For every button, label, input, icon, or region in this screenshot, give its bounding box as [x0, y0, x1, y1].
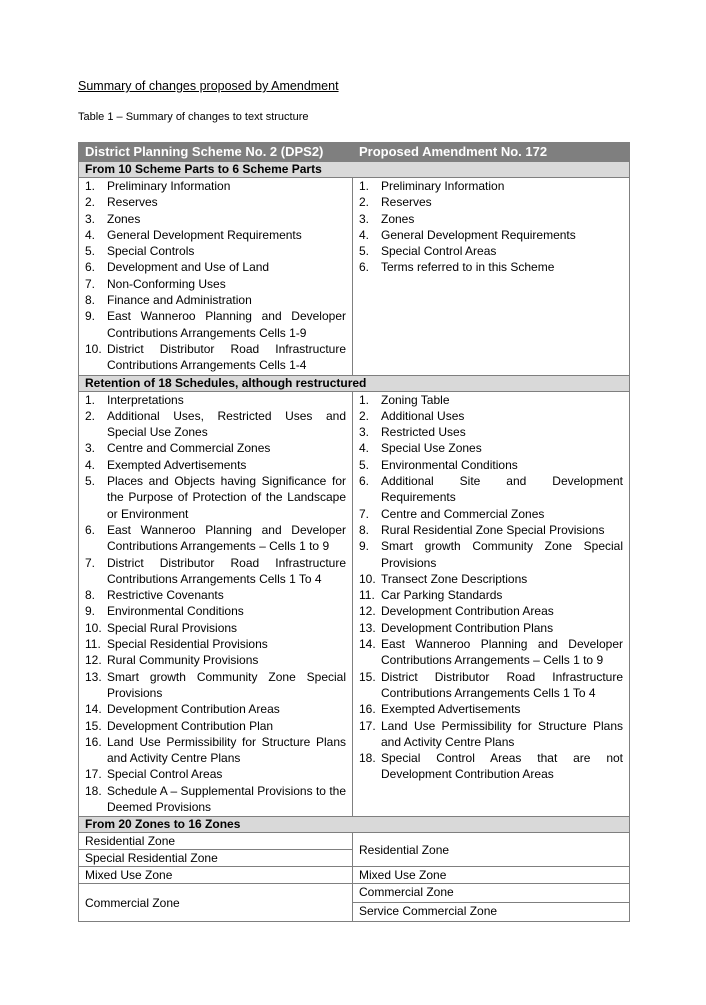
- table-row: [79, 391, 630, 817]
- list-item-number: 6.: [359, 260, 370, 275]
- section-row: [79, 817, 630, 833]
- list-item-text: Preliminary Information: [381, 179, 505, 193]
- list-item: [85, 587, 346, 603]
- list-item-text: District Distributor Road Infrastructure Contributions Arrangements Cells 1-4: [107, 341, 346, 373]
- list-item-text: Places and Objects having Significance for the Purpose of Protection of the Landscape or Environment: [107, 474, 346, 521]
- list-item: [85, 473, 346, 522]
- cell-left: [79, 178, 353, 376]
- list-item: [359, 506, 623, 522]
- list-item-number: 10.: [85, 620, 102, 635]
- list-item: [359, 571, 623, 587]
- list-item-number: 7.: [85, 276, 96, 291]
- list-item: [85, 522, 346, 555]
- list-item-number: 8.: [359, 522, 370, 537]
- list-item: [85, 408, 346, 441]
- list-item-number: 3.: [85, 211, 96, 226]
- list-item: [85, 701, 346, 717]
- list-item-number: 18.: [359, 751, 376, 766]
- list-item: [85, 259, 346, 275]
- cell-left: [79, 391, 353, 817]
- list-item-text: Additional Site and Development Requirements: [381, 474, 623, 505]
- list-item-number: 1.: [359, 392, 370, 407]
- table-row: [79, 178, 630, 376]
- list-item: [85, 603, 346, 619]
- list-item-text: Smart growth Community Zone Special Provisions: [381, 539, 623, 570]
- list-item: [359, 194, 623, 210]
- list-item-text: Land Use Permissibility for Structure Plans and Activity Centre Plans: [381, 718, 623, 749]
- list-item-text: Special Use Zones: [381, 441, 482, 456]
- list-item-number: 13.: [85, 669, 102, 684]
- list-item: [85, 652, 346, 668]
- list-item: [359, 718, 623, 751]
- list-item-number: 11.: [85, 637, 101, 652]
- list-item-text: Additional Uses: [381, 408, 465, 423]
- list-item-text: Restrictive Covenants: [107, 588, 224, 603]
- list-item-number: 16.: [359, 702, 376, 717]
- list-item: [85, 194, 346, 210]
- list-item-number: 5.: [85, 244, 96, 259]
- list-item-number: 4.: [85, 457, 96, 472]
- list-item-number: 14.: [85, 702, 102, 717]
- list-item: [359, 750, 623, 783]
- list-item-text: Zones: [381, 211, 415, 226]
- list-item: [85, 457, 346, 473]
- list-item: [359, 440, 623, 456]
- list-item-text: Restricted Uses: [381, 425, 466, 440]
- list-item: [85, 211, 346, 227]
- list-item: [85, 734, 346, 767]
- list-item: [359, 259, 623, 275]
- list-item: [85, 718, 346, 734]
- list-item: [359, 538, 623, 571]
- list-item-text: Terms referred to in this Scheme: [381, 260, 555, 275]
- list-item-text: Development Contribution Plans: [381, 620, 554, 635]
- list-item-number: 1.: [359, 179, 370, 193]
- list-item: [359, 701, 623, 717]
- page-heading: Summary of changes proposed by Amendment: [78, 79, 339, 93]
- list-item-text: District Distributor Road Infrastructure Contributions Arrangements Cells 1 To 4: [381, 669, 623, 700]
- list-item-number: 3.: [359, 211, 370, 226]
- list-item: [85, 669, 346, 702]
- list: [359, 392, 623, 784]
- list-item-text: Development Contribution Areas: [381, 604, 554, 619]
- list-item-number: 12.: [359, 604, 376, 619]
- list-item-number: 8.: [85, 293, 96, 308]
- list-item-text: Transect Zone Descriptions: [381, 571, 528, 586]
- list-item-text: Smart growth Community Zone Special Provisions: [107, 669, 346, 700]
- list-item-number: 5.: [359, 244, 370, 259]
- table-row: [79, 833, 630, 850]
- changes-table: [78, 142, 630, 922]
- list: [85, 392, 346, 817]
- list-item: [85, 178, 346, 194]
- list-item-text: Special Controls: [107, 244, 195, 259]
- list-item-text: Special Control Areas: [107, 767, 223, 782]
- table-header-row: [79, 143, 630, 162]
- list-item-number: 4.: [85, 227, 96, 242]
- list-item-number: 12.: [85, 653, 102, 668]
- list-item-text: Exempted Advertisements: [107, 457, 247, 472]
- cell-service-commercial-zone: Service Commercial Zone: [353, 903, 630, 922]
- list-item-text: General Development Requirements: [107, 227, 302, 242]
- list-item-number: 17.: [85, 767, 102, 782]
- list-item-number: 2.: [359, 195, 370, 210]
- list-item-number: 7.: [359, 506, 370, 521]
- list-item: [85, 783, 346, 816]
- list-item-text: Special Residential Provisions: [107, 637, 268, 652]
- list: [359, 178, 623, 277]
- list-item-text: Centre and Commercial Zones: [381, 506, 545, 521]
- list-item-number: 14.: [359, 637, 376, 652]
- list-item: [85, 276, 346, 292]
- list-item: [359, 522, 623, 538]
- list-item: [359, 669, 623, 702]
- list-item-number: 1.: [85, 179, 96, 193]
- list-item-text: Environmental Conditions: [107, 604, 244, 619]
- list-item: [85, 392, 346, 408]
- list-item: [85, 341, 346, 374]
- list-item-text: Preliminary Information: [107, 179, 231, 193]
- list-item-text: Car Parking Standards: [381, 588, 503, 603]
- list-item-number: 2.: [85, 408, 96, 423]
- list-item-number: 9.: [85, 604, 96, 619]
- list-item-text: Centre and Commercial Zones: [107, 441, 271, 456]
- section-row: [79, 375, 630, 391]
- table-row: [79, 867, 630, 884]
- list-item-number: 18.: [85, 783, 102, 798]
- list-item-number: 3.: [359, 425, 370, 440]
- list-item: [85, 243, 346, 259]
- table-caption: Table 1 – Summary of changes to text structure: [78, 111, 309, 123]
- list-item: [359, 587, 623, 603]
- list-item-text: General Development Requirements: [381, 227, 576, 242]
- cell-mixed-use-zone-new: Mixed Use Zone: [353, 867, 630, 884]
- list-item: [359, 243, 623, 259]
- list-item-number: 13.: [359, 620, 376, 635]
- list-item-text: Special Rural Provisions: [107, 620, 238, 635]
- list-item-number: 10.: [359, 571, 376, 586]
- list-item-number: 4.: [359, 227, 370, 242]
- cell-special-residential-zone: Special Residential Zone: [79, 850, 353, 867]
- list-item-text: Exempted Advertisements: [381, 702, 521, 717]
- list-item: [359, 227, 623, 243]
- list-item-text: East Wanneroo Planning and Developer Contributions Arrangements – Cells 1 to 9: [381, 637, 623, 668]
- list-item: [85, 620, 346, 636]
- list-item: [359, 408, 623, 424]
- list-item-number: 6.: [359, 474, 370, 489]
- list-item-number: 15.: [359, 669, 376, 684]
- list-item-text: Development and Use of Land: [107, 260, 270, 275]
- list-item: [85, 440, 346, 456]
- list-item: [359, 178, 623, 194]
- section-title-schedules: Retention of 18 Schedules, although restructured: [79, 375, 630, 391]
- list-item: [85, 308, 346, 341]
- list-item: [85, 636, 346, 652]
- list-item-number: 16.: [85, 734, 102, 749]
- list-item: [85, 227, 346, 243]
- list-item-number: 3.: [85, 441, 96, 456]
- list-item-number: 10.: [85, 341, 102, 356]
- list-item-number: 6.: [85, 522, 96, 537]
- list-item-number: 4.: [359, 441, 370, 456]
- list-item-text: East Wanneroo Planning and Developer Contributions Arrangements Cells 1-9: [107, 309, 346, 340]
- list-item-text: Additional Uses, Restricted Uses and Special Use Zones: [107, 408, 346, 440]
- list-item-number: 8.: [85, 588, 96, 603]
- cell-residential-zone: Residential Zone: [79, 833, 353, 850]
- list-item: [359, 603, 623, 619]
- cell-mixed-use-zone: Mixed Use Zone: [79, 867, 353, 884]
- cell-residential-zone-new: Residential Zone: [353, 833, 630, 867]
- list-item-number: 9.: [359, 539, 370, 554]
- list-item: [85, 766, 346, 782]
- list-item: [359, 457, 623, 473]
- cell-commercial-zone: Commercial Zone: [79, 884, 353, 922]
- list-item-text: Rural Residential Zone Special Provisions: [381, 522, 605, 537]
- list-item-text: Reserves: [107, 195, 158, 210]
- cell-commercial-zone-new: Commercial Zone: [353, 884, 630, 903]
- list-item-text: Land Use Permissibility for Structure Plans and Activity Centre Plans: [107, 734, 346, 766]
- list-item-number: 2.: [359, 408, 370, 423]
- list-item-number: 17.: [359, 718, 376, 733]
- list-item-number: 11.: [359, 588, 375, 603]
- list-item-number: 1.: [85, 392, 96, 407]
- cell-right: [353, 178, 630, 376]
- header-amendment: Proposed Amendment No. 172: [353, 143, 630, 162]
- cell-right: [353, 391, 630, 817]
- list-item-number: 15.: [85, 718, 102, 733]
- section-row: [79, 162, 630, 178]
- list-item-text: East Wanneroo Planning and Developer Contributions Arrangements – Cells 1 to 9: [107, 522, 346, 554]
- list-item-number: 5.: [359, 457, 370, 472]
- list-item-text: Zones: [107, 211, 141, 226]
- list-item: [359, 636, 623, 669]
- list-item-number: 6.: [85, 260, 96, 275]
- section-title-parts: From 10 Scheme Parts to 6 Scheme Parts: [79, 162, 630, 178]
- header-dps2: District Planning Scheme No. 2 (DPS2): [79, 143, 353, 162]
- list-item: [359, 473, 623, 506]
- list-item-text: Special Control Areas: [381, 244, 497, 259]
- section-title-zones: From 20 Zones to 16 Zones: [79, 817, 630, 833]
- list-item-text: Rural Community Provisions: [107, 653, 259, 668]
- list-item-number: 2.: [85, 195, 96, 210]
- list-item-text: Environmental Conditions: [381, 457, 518, 472]
- list-item: [85, 292, 346, 308]
- list: [85, 178, 346, 375]
- list-item-text: Schedule A – Supplemental Provisions to the Deemed Provisions: [107, 783, 346, 814]
- list-item-text: Zoning Table: [381, 392, 450, 407]
- list-item-number: 7.: [85, 555, 96, 570]
- list-item: [359, 392, 623, 408]
- list-item-text: Special Control Areas that are not Development Contribution Areas: [381, 751, 623, 782]
- list-item: [85, 555, 346, 588]
- list-item-number: 9.: [85, 309, 96, 324]
- list-item-text: District Distributor Road Infrastructure Contributions Arrangements Cells 1 To 4: [107, 555, 346, 586]
- list-item-text: Reserves: [381, 195, 432, 210]
- list-item: [359, 424, 623, 440]
- table-row: [79, 884, 630, 903]
- list-item-text: Finance and Administration: [107, 293, 252, 308]
- list-item-text: Development Contribution Plan: [107, 718, 274, 733]
- list-item-text: Interpretations: [107, 392, 184, 407]
- list-item-text: Non-Conforming Uses: [107, 276, 226, 291]
- list-item: [359, 620, 623, 636]
- list-item-text: Development Contribution Areas: [107, 702, 280, 717]
- list-item: [359, 211, 623, 227]
- list-item-number: 5.: [85, 474, 96, 489]
